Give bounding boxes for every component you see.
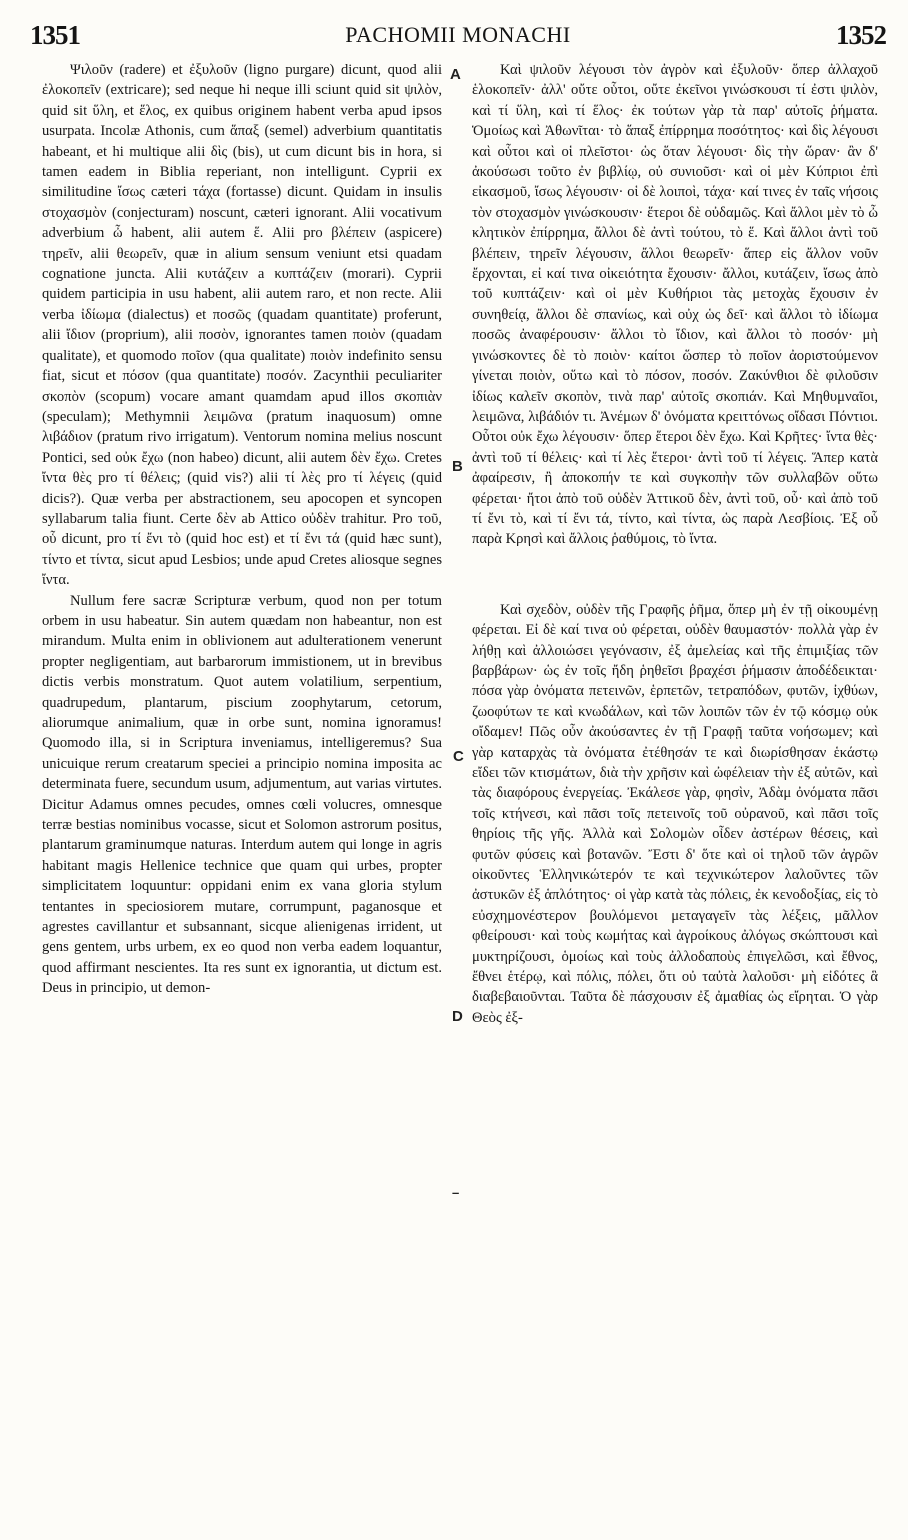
greek-paragraph-2: Καὶ σχεδὸν, οὐδὲν τῆς Γραφῆς ῥῆμα, ὅπερ μὴ ἐν τῇ οἰκουμένῃ φέρεται. Εἰ δὲ καί τινα οὐ φέρεται, οὐδὲν θαυμαστόν· πολλὰ γὰρ ἐν λήθῃ καὶ ἀλλοιώσει γεγόνασιν, ἐξ ἀμελείας καὶ τῆς ἐπιμιξίας τῶν βαρβάρων· ὡς ἐν τοῖς ἤδη ῥηθεῖσι βραχέσι ῥήμασιν ἀποδέδεικται· πόσα γὰρ ὀνόματα πετεινῶν, ἑρπετῶν, τετραπόδων, φυτῶν, ἰχθύων, ζωοφύτων τε καὶ κνωδάλων, καὶ τῶν λοιπῶν τῶν ἐν τῷ κόσμῳ οὐκ οἴδαμεν! Πῶς οὖν ἀκούσαντες ἐν τῇ Γραφῇ ταῦτα νοήσωμεν; καὶ γὰρ καταρχὰς τὰ ὀνόματα ἐτέθησάν τε καὶ διωρίσθησαν ἑκάστῳ εἴδει τῶν κτισμάτων, διὰ τὴν χρῆσιν καὶ ὠφέλειαν τὴν ἐξ αὐτῶν, καὶ τὰς διαφόρους ἐνεργείας. Ἐκάλεσε γὰρ, φησὶν, Ἀδὰμ ὀνόματα πᾶσι τοῖς κτήνεσι, καὶ πᾶσι τοῖς πετεινοῖς τοῦ οὐρανοῦ, καὶ πᾶσι τοῖς θηρίοις τῆς γῆς. Ἀλλὰ καὶ Σολομὼν οἶδεν ἀστέρων θέσεις, καὶ φυτῶν φύσεις καὶ βοτανῶν. Ἔστι δ' ὅτε καὶ οἱ τηλοῦ τῶν ἀγρῶν οἰκοῦντες Ἑλληνικώτερόν τε καὶ τεχνικώτερον λαλοῦντες τῶν ἀστυκῶν ἐξ ἁπλότητος· οἱ γὰρ κατὰ τὰς πόλεις, ἐκ κενοδοξίας, εἰς τὸ εὐσχημονέστερον βουλόμενοι μεταγαγεῖν τὰς λέξεις, μᾶλλον φθείρουσι· καὶ τοὺς κωμήτας καὶ ἀγροίκους ἀλόγως σκώπτουσι καὶ μυκτηρίζουσι, ὁμοίως καὶ τοὺς ἀλλοδαποὺς ἐπιγελῶσι, καὶ ἔθνος, ἔθνει ἑτέρῳ, καὶ πόλις, πόλει, ὅτι οὐ ταὐτὰ λαλοῦσι· μὴ εἰδότες ἃ διαβεβαιοῦνται. Ταῦτα δὲ πάσχουσιν ἐξ ἀμαθίας ὡς εἴρηται. Ὁ γὰρ Θεὸς ἐξ-: [472, 601, 878, 1026]
running-title: PACHOMII MONACHI: [345, 22, 571, 47]
greek-column: [472, 60, 878, 1540]
page-number-right: 1352: [836, 20, 886, 50]
margin-dash: –: [452, 1185, 460, 1200]
margin-marker-d: D: [452, 1008, 463, 1025]
page-header: [30, 14, 886, 54]
margin-marker-b: B: [452, 458, 463, 475]
latin-paragraph-2: Nullum fere sacræ Scripturæ verbum, quod non per totum orbem in usu habeatur. Sin autem quædam non habeantur, non est mirandum. Multa enim in oblivionem aut adulterationem venerunt propter negligentiam, aut barbarorum immistionem, ut in brevibus dictis verbis monstratum. Quot autem volatilium, serpentium, quadrupedum, plantarum, piscium zoophytarum, cetorum, aliorumque animalium, quæ in orbe sunt, nomina ignoramus! Quomodo illa, si in Scriptura inveniamus, intelligeremus? Sua unicuique rerum creatarum speciei a principio nomina imposita ac determinata fuere, secundum usum, adjumentum, aut varias virtutes. Dicitur Adamus omnes pecudes, omnes cœli volucres, omnesque terræ bestias nominibus vocasse, sicut et Solomon astrorum positus, plantarum graminumque naturas. Interdum autem qui longe in agris habitant magis Hellenice technice que quam qui urbes, propter simplicitatem loquuntur: oppidani enim ex vana gloria stylum tentantes in speciosiorem mutare, corrumpunt, paganosque et agrestes cavillantur et subsannant, sicque alienigenas irrident, ut gens gentem, urbs urbem, ex eo quod non verba eadem loquantur, quod affirmant nescientes. Ita res sunt ex ignorantia, ut dictum est. Deus in principio, ut demon-: [42, 592, 442, 997]
margin-marker-a: A: [450, 66, 461, 83]
margin-marker-c: C: [453, 748, 464, 765]
latin-paragraph-1: Ψιλοῦν (radere) et ἐξυλοῦν (ligno purgare) dicunt, quod alii ἐλοκοπεῖν (extricare); sed neque hi neque illi sciunt quid sit ψιλὸν, quid sit ὕλη, et ἕλος, ex quibus originem habent verba apud ipsos usurpata. Incolæ Athonis, cum ἅπαξ (semel) adverbium quantitatis habeant, et hi multique alii δὶς (bis), ut cum dicunt bis in hora, si tamen eadem in Biblia reperiant, non intelligunt. Cyprii ex similitudine ἴσως cæteri τάχα (fortasse) dicunt. Quidam in insulis στοχασμὸν (conjecturam) noscunt, cæteri ignorant. Alii vocativum adverbium ὦ habent, alii autem ἕ. Alii pro βλέπειν (aspicere) τηρεῖν, alii θεωρεῖν, quæ in alium sensum veniunt etsi quadam cognatione juncta. Alii κυτάζειν a κυπτάζειν (morari). Cyprii quidem participia in usu habent, alii autem raro, et non recte. Alii verba ἰδίωμα (dialectus) et ποσῶς (quadam quantitate) proferunt, alii ἴδιον (proprium), alii ποσὸν, ignorantes tamen ποιὸν (quadam qualitate), et quomodo ποῖον (qua qualitate) ποιὸν indefinito sensu fiat, sicut et πόσον (qua quantitate) ποσόν. Zacynthii peculiariter σκοπὸν (scopum) vocare amant quamdam apud illos σκοπιὰν (speculam); Methymnii λειμῶνα (pratum inaquosum) omne λιβάδιον (pratum rivo irrigatum). Ventorum nomina melius noscunt Pontici, sed οὐκ ἔχω (non habeo) dicunt, alii autem δὲν ἔχω. Cretes ἴντα θὲς pro τί θέλεις; (quid vis?) alii τί λὲς pro τί λέγεις (quid dicis?). Quæ verba per abstractionem, seu apocopen et syncopen syllabarum talia fiunt. Certe δὲν ab Attico οὐδὲν trahitur. Pro τοῦ, οὗ dicunt, pro τί ἔνι τὸ (quid hoc est) et τί ἔνι τά (quid hæc sunt), τίντο et τίντα, sicut apud Lesbios; unde apud Cretes aliosque segnes ἴντα.: [42, 62, 442, 589]
page-number-left: 1351: [30, 20, 80, 50]
latin-column: [42, 60, 442, 1540]
greek-paragraph-1: Καὶ ψιλοῦν λέγουσι τὸν ἀγρὸν καὶ ἐξυλοῦν· ὅπερ ἀλλαχοῦ ἑλοκοπεῖν· ἀλλ' οὔτε οὗτοι, οὔτε ἐκεῖνοι γινώσκουσι τί ἐστι ψιλὸν, καὶ τί ὕλη, καὶ τί ἕλος· ἐκ τούτων γὰρ τὰ παρ' αὐτοῖς ῥήματα. Ὁμοίως καὶ Ἀθωνῖται· τὸ ἅπαξ ἐπίρρημα ποσότητος· καὶ δὶς λέγουσι καὶ οὗτοι καὶ οἱ πλεῖστοι· ὡς ὅταν λέγουσι· δὶς τὴν ὥραν· ἂν δ' ἀκούσωσι τοῦτο ἐν βιβλίῳ, οὐ συνιοῦσι· καὶ οἱ μὲν Κύπριοι ἐπὶ εἰκασμοῦ, ἴσως λέγουσιν· οἱ δὲ λοιποὶ, τάχα· καί τινες ἐν ταῖς νήσοις τὸν στοχασμὸν γινώσκουσιν· ἕτεροι δὲ οὐδαμῶς. Καὶ ἄλλοι μὲν τὸ ὦ κλητικὸν ἐπίρρημα, ἄλλοι δὲ ἀντὶ τούτου, τὸ ἕ. Καὶ ἄλλοι ἀντὶ τοῦ βλέπειν, τηρεῖν λέγουσιν, ἄλλοι θεωρεῖν· ἅπερ εἰς ἄλλον νοῦν ἔρχονται, εἰ καί τινα οἰκειότητα ἔχουσιν· ἄλλοι, κυτάζειν, ἴσως ἀπὸ τοῦ κυπτάζειν· καὶ οἱ μὲν Κυθήριοι τὰς μετοχὰς ἔχουσιν ἐν συνηθείᾳ, ἄλλοι δὲ σπανίως, καὶ οὐχ ὡς δεῖ· καὶ ἄλλοι τὸ ἰδίωμα ποσῶς ἀναφέρουσιν· ἄλλοι τὸ ἴδιον, καὶ ἄλλοι τὸ ποσόν· μὴ γινώσκοντες δὲ τὸ ποιὸν· καίτοι ὥσπερ τὸ ποῖον ἀοριστούμενον γίνεται ποιὸν, οὕτω καὶ τὸ πόσον, ποσόν. Ζακύνθιοι δὲ φιλοῦσιν ἰδίως καλεῖν σκοπὸν, τινὰ παρ' αὐτοῖς σκοπιάν. Καὶ Μηθυμναῖοι, λειμῶνα, λιβάδιόν τι. Ἀνέμων δ' ὀνόματα κρειττόνως οἴδασι Πόντιοι. Οὗτοι οὐκ ἔχω λέγουσιν· ὅπερ ἕτεροι δὲν ἔχω. Καὶ Κρῆτες· ἴντα θὲς· ἀντὶ τοῦ τί θέλεις· καὶ τί λὲς ἕτεροι· ἀντὶ τοῦ τί λέγεις. Ἅπερ κατὰ ἀφαίρεσιν, ἢ ἀποκοπήν τε καὶ συγκοπὴν τῶν συλλαβῶν οὕτω φέρεται· ἤτοι ἀπὸ τοῦ οὐδὲν Ἀττικοῦ δὲν, ἀντὶ τοῦ, οὗ· καὶ ἀπὸ τοῦ τί ἔνι τὸ, καὶ τί ἔνι τά, τίντο, καὶ τίντα, ὡς παρὰ Λεσβίοις. Ἐξ οὗ παρὰ Κρησὶ καὶ ἄλλοις ῥαθύμοις, τὸ ἴντα.: [472, 62, 878, 548]
